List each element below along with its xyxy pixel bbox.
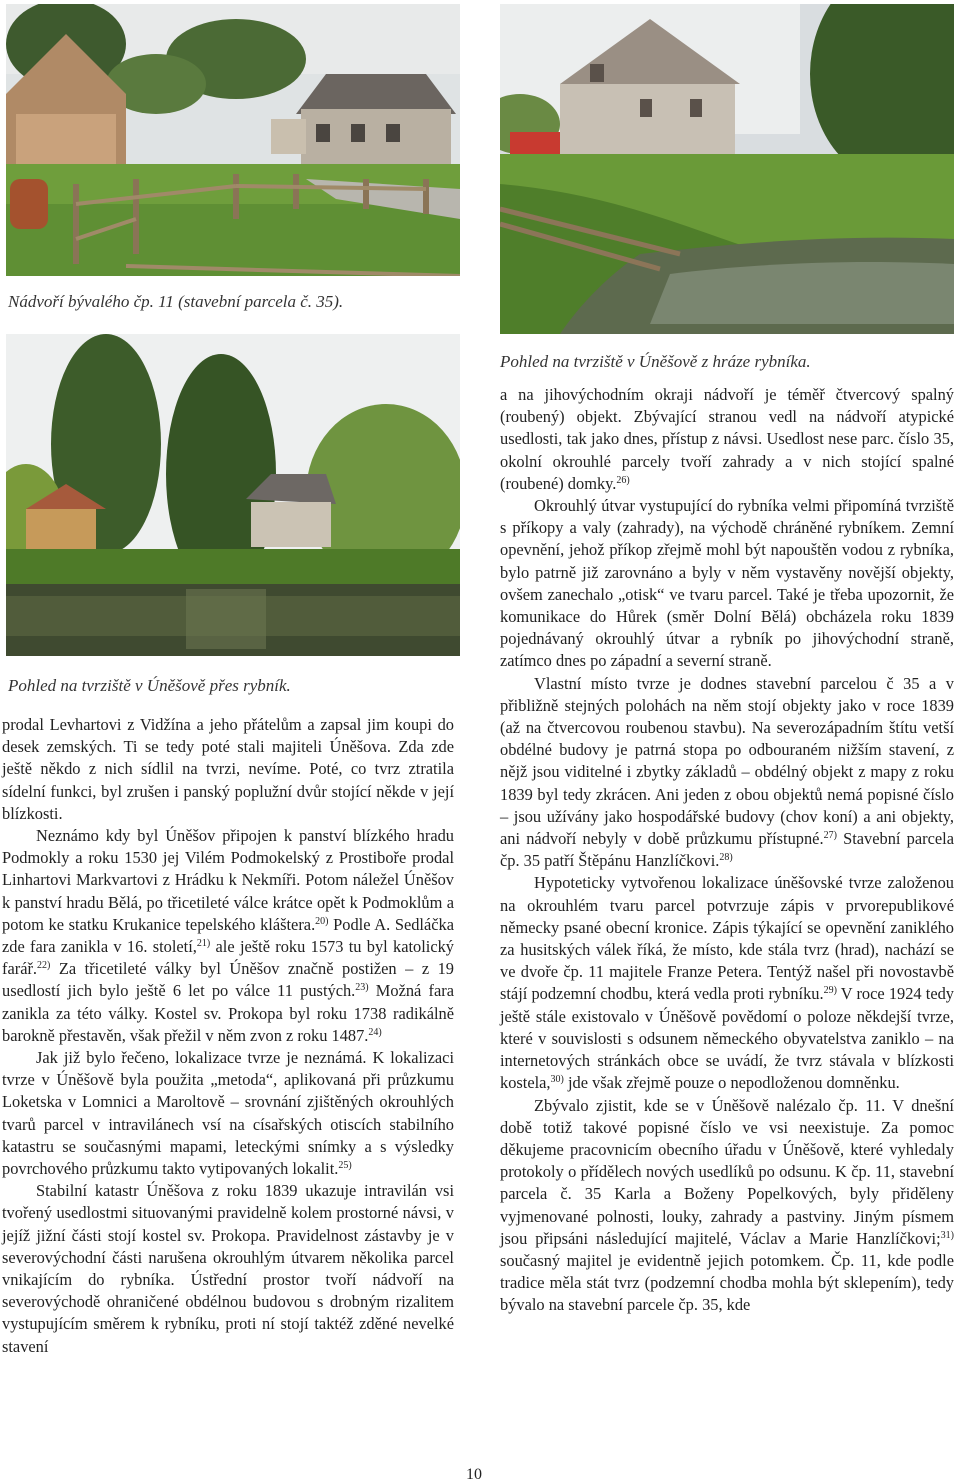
text-run: Stavební parcela čp. 35 patří Štěpánu Hanzlíčkovi. (500, 829, 954, 871)
text-run: Vlastní místo tvrze je dodnes stavební parcelou č 35 a v přibližně stejných polohách na něm stojí objekty jako v roce 1839 (až na čtvercovou roubenou stavbu). Na severozápadním štítu vetší obdélné budovy je patrná stopa po odbouraném nižším stavení, z nějž jsou viditelné i zbytky základů – obdélný objekt z mapy z roku 1839 byl tedy zkrácen. Ani jeden z obou objektů nemá popisné číslo – jsou užívány jako hospodářské budovy (chov koní) a ani objekty, ani nádvoří nebyly v době průzkumu přístupné. (500, 673, 954, 849)
photo-fortress-across-pond (6, 334, 460, 656)
footnote-ref: 24) (368, 1026, 382, 1038)
paragraph (500, 495, 954, 673)
text-run: prodal Levhartovi z Vidžína a jeho přátelům a zapsal jim koupi do desek zemských. Ti se tedy poté stali majiteli Úněšova. Zda zde ještě někdo z nich sídlil na tvrzi, nevíme. Poté, co tvrz ztratila sídelní funkci, byl zrušen i panský poplužní dvůr stojící někde v její blízkosti. (2, 715, 454, 823)
photo-fortress-from-dam (500, 4, 954, 334)
page-number: 10 (466, 1466, 482, 1483)
footnote-ref: 28) (719, 852, 733, 864)
paragraph (500, 1095, 954, 1317)
text-run: Za třicetileté války byl Úněšov značně postižen – z 19 usedlostí jich bylo ještě 6 let po válce 11 pustých. (2, 959, 454, 1001)
footnote-ref: 22) (37, 960, 51, 972)
right-text-column (500, 384, 954, 1317)
text-run: Okrouhlý útvar vystupující do rybníka velmi připomíná tvrziště s příkopy a valy (zahrady), na východě chráněné rybníkem. Zemní opevnění, jehož příkop zřejmě mohl být napouštěn vodou z rybníka, bylo patrně již zarovnáno a byly v něm vystavěny novější objekty, ovšem zanechalo „otisk“ ve tvaru parcel. Také je třeba upozornit, že komunikace do Hůrek (směr Dolní Bělá) obcházela roku 1839 pojednávaný okrouhlý útvar a rybník po jihovýchodní straně, zatímco dnes po západní a severní straně. (500, 496, 954, 671)
footnote-ref: 20) (315, 915, 329, 927)
text-run: Hypoteticky vytvořenou lokalizace úněšovské tvrze založenou na okrouhlém tvaru parcel potvrzuje zápis v prvorepublikové německy psané obecní kronice. Zápis týkající se opevnění zaniklého za husitských válek říká, že místo, kde stála tvrz (hrad), nachází se ve dvoře čp. 11 majitele Franze Petera. Tentýž našel při novostavbě stájí podzemní chodbu, která vedla proti rybníku. (500, 873, 954, 1004)
footnote-ref: 25) (338, 1160, 352, 1172)
photo-courtyard (6, 4, 460, 276)
text-run: ale ještě roku 1573 tu byl katolický farář. (2, 937, 454, 979)
paragraph (2, 1047, 454, 1180)
footnote-ref: 30) (550, 1074, 564, 1086)
caption-fortress-across-pond: Pohled na tvrziště v Úněšově přes rybník. (8, 676, 291, 695)
left-text-column (2, 714, 454, 1358)
paragraph (500, 673, 954, 873)
caption-courtyard: Nádvoří bývalého čp. 11 (stavební parcela č. 35). (8, 292, 344, 311)
paragraph (2, 714, 454, 825)
footnote-ref: 26) (616, 474, 630, 486)
text-run: a na jihovýchodním okraji nádvoří je téměř čtvercový spalný (roubený) objekt. Zbývající stranou vedl na nádvoří atypické usedlosti, tak jako dnes, přístup z návsi. Usedlost nese parc. číslo 35, okolní okrouhlé parcely tvoří zahrady a v nich stojící spalné (roubené) domky. (500, 385, 954, 493)
footnote-ref: 29) (823, 985, 837, 997)
text-run: Stabilní katastr Úněšova z roku 1839 ukazuje intravilán vsi tvořený usedlostmi situovanými pravidelně kolem prostorné návsi, v jejíž jižní části stojí kostel sv. Prokopa. Pravidelnost zástavby je v severovýchodní části narušena okrouhlým útvarem několika parcel vnikajícím do rybníka. Ústřední prostor tvoří nádvoří na severovýchodě ohraničené obdélnou budovou s drobným rizalitem vystupujícím směrem k rybníku, proti ní stojí taktéž zděné nevelké stavení (2, 1181, 454, 1356)
text-run: Podle A. Sedláčka zde fara zanikla v 16. století, (2, 914, 454, 957)
paragraph (2, 1180, 454, 1358)
text-run: jde však zřejmě pouze o nepodloženou domněnku. (563, 1073, 900, 1093)
text-run: Neznámo kdy byl Úněšov připojen k panství blízkého hradu Podmokly a roku 1530 jej Vilém Podmokelský z Prostiboře prodal Linhartovi Markvartovi z Hrádku k Nekmíři. Potom náležel Úněšov k panství hradu Bělá, po třicetileté válce krátce opět k Podmoklům a potom ke statku Krukanice tepelského kláštera. (2, 826, 454, 934)
footnote-ref: 21) (196, 938, 211, 950)
footnote-ref: 27) (823, 830, 837, 842)
text-run: Zbývalo zjistit, kde se v Úněšově nalézalo čp. 11. V dnešní době totiž takové popisné číslo ve vsi neexistuje. Za pomoc děkujeme pracovnicím obecního úřadu v Úněšově, které vyhledaly protokoly o přídělech nových usedlíků po odsunu. K čp. 11, stavební parcela č. 35 Karla a Boženy Popelkových, byly přiděleny vyjmenované polnosti, louky, zahrady a pastviny. Jiným písmem jsou připsáni následující majitelé, Václav a Marie Hanzlíčkovi; (500, 1095, 954, 1248)
caption-fortress-from-dam: Pohled na tvrziště v Úněšově z hráze rybníka. (500, 352, 811, 371)
paragraph (500, 872, 954, 1094)
text-run: současný majitel je evidentně jejich potomkem. Čp. 11, kde podle tradice měla stát tvrz (podzemní chodba mohla být sklepením), tedy bývalo na stavební parcele čp. 35, kde (500, 1250, 954, 1315)
text-run: V roce 1924 tedy ještě stále existovalo v Úněšově povědomí o poloze někdejší tvrze, které v souvislosti s odsunem německého obyvatelstva zaniklo – na internetových stránkách obce se uvádí, že tvrz stávala v blízkosti kostela, (500, 984, 954, 1093)
footnote-ref: 23) (355, 982, 369, 994)
paragraph (2, 825, 454, 1047)
footnote-ref: 31) (940, 1229, 954, 1241)
paragraph (500, 384, 954, 495)
text-run: Jak již bylo řečeno, lokalizace tvrze je neznámá. K lokalizaci tvrze v Úněšově byla použita „metoda“, aplikovaná při průzkumu Loketska v Lomnici a Maroltově – srovnání zjištěných okrouhlých tvarů parcel v intravilánech vsí na císařských otiscích stabilního katastru se současnými mapami, leteckými snímky a s výsledky povrchového průzkumu takto vytipovaných lokalit. (2, 1048, 454, 1179)
text-run: Možná fara zanikla za této války. Kostel sv. Prokopa byl roku 1738 radikálně barokně přestavěn, však přežil v něm zvon z roku 1487. (2, 981, 454, 1045)
